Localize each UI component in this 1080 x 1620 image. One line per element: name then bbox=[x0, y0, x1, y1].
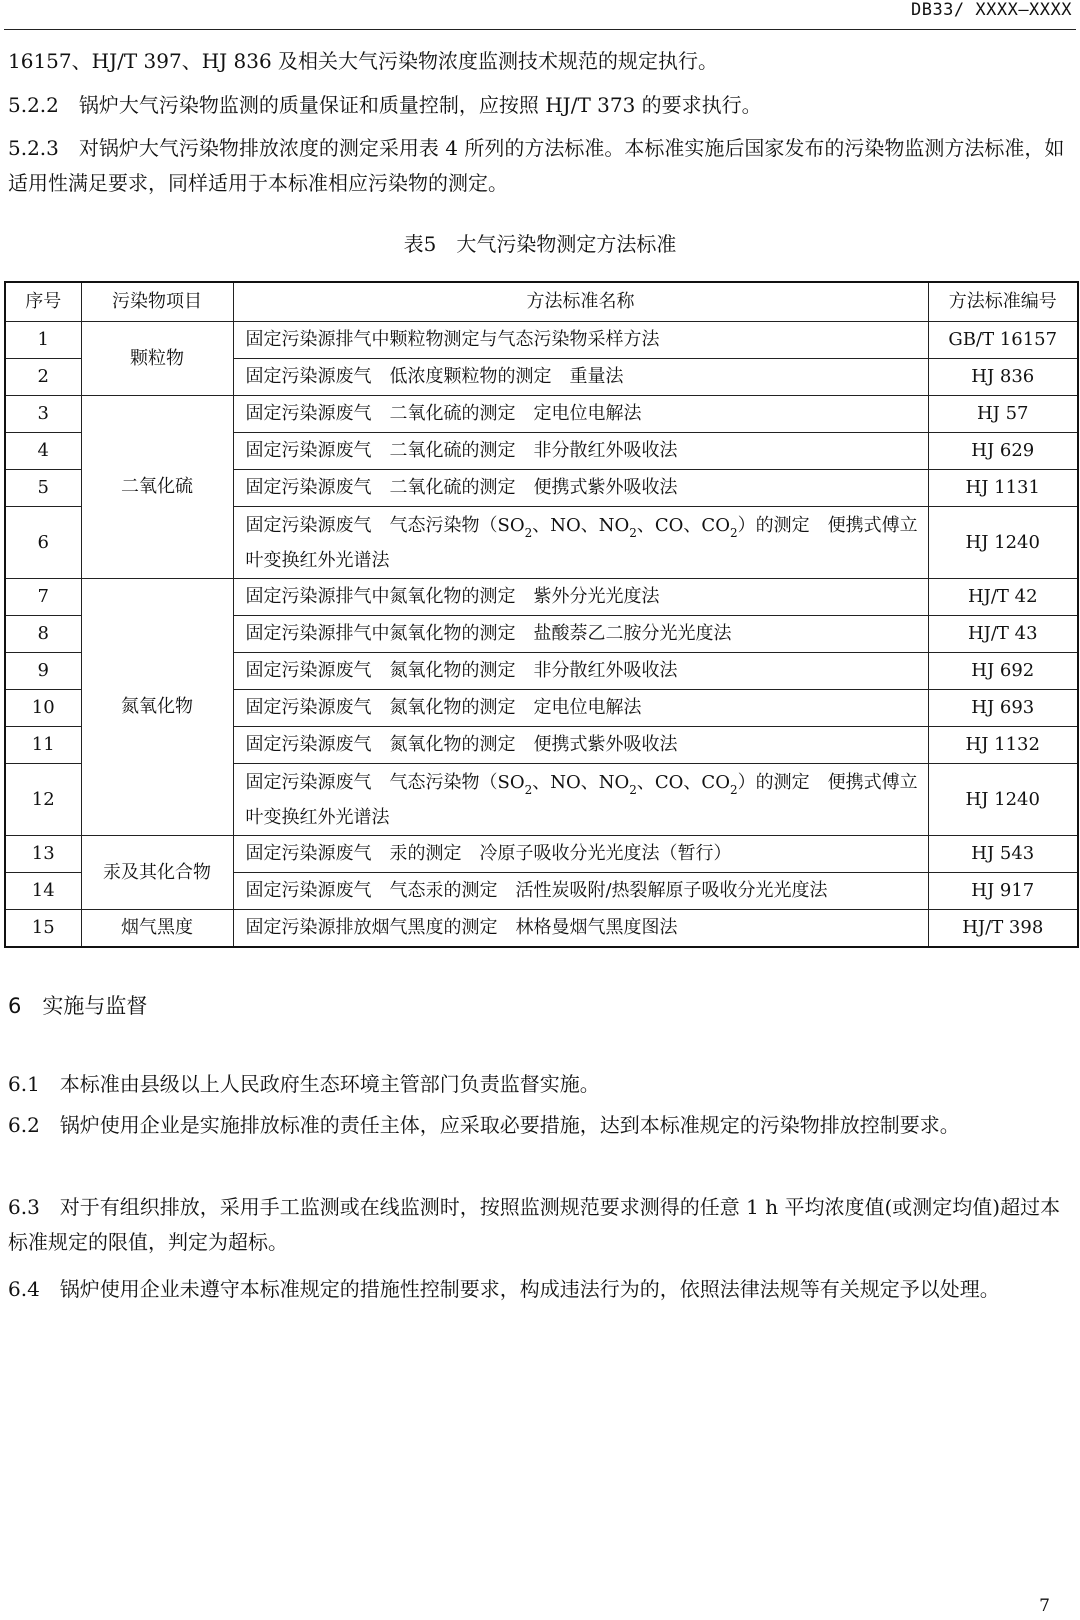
row-seq: 7 bbox=[5, 579, 81, 616]
page-number: 7 bbox=[1039, 1596, 1050, 1616]
table-row bbox=[5, 322, 1078, 359]
section-number: 6 bbox=[8, 994, 22, 1018]
table-row bbox=[5, 579, 1078, 616]
row-method-code: HJ 1132 bbox=[928, 727, 1078, 764]
row-seq: 13 bbox=[5, 836, 81, 873]
header-rule bbox=[4, 29, 1076, 30]
row-seq: 11 bbox=[5, 727, 81, 764]
row-method-name: 固定污染源排气中氮氧化物的测定 紫外分光光度法 bbox=[233, 579, 928, 616]
row-method-name: 固定污染源排气中氮氧化物的测定 盐酸萘乙二胺分光光度法 bbox=[233, 616, 928, 653]
row-method-name: 固定污染源废气 二氧化硫的测定 定电位电解法 bbox=[233, 396, 928, 433]
row-method-name: 固定污染源废气 低浓度颗粒物的测定 重量法 bbox=[233, 359, 928, 396]
row-method-name: 固定污染源废气 二氧化硫的测定 非分散红外吸收法 bbox=[233, 433, 928, 470]
paragraph-6-4: 6.4 锅炉使用企业未遵守本标准规定的措施性控制要求，构成违法行为的，依照法律法规等有关规定予以处理。 bbox=[8, 1277, 1000, 1301]
table-row bbox=[5, 910, 1078, 947]
row-seq: 2 bbox=[5, 359, 81, 396]
row-method-code: HJ/T 42 bbox=[928, 579, 1078, 616]
row-seq: 1 bbox=[5, 322, 81, 359]
row-seq: 14 bbox=[5, 873, 81, 910]
paragraph-6-2: 6.2 锅炉使用企业是实施排放标准的责任主体，应采取必要措施，达到本标准规定的污染物排放控制要求。 bbox=[8, 1113, 960, 1137]
row-method-code: HJ 692 bbox=[928, 653, 1078, 690]
row-seq: 3 bbox=[5, 396, 81, 433]
table-header-row bbox=[5, 282, 1078, 322]
paragraph-6-1: 6.1 本标准由县级以上人民政府生态环境主管部门负责监督实施。 bbox=[8, 1072, 600, 1096]
row-method-name: 固定污染源排气中颗粒物测定与气态污染物采样方法 bbox=[233, 322, 928, 359]
row-method-name: 固定污染源废气 气态汞的测定 活性炭吸附/热裂解原子吸收分光光度法 bbox=[233, 873, 928, 910]
paragraph-5-2-3: 5.2.3 对锅炉大气污染物排放浓度的测定采用表 4 所列的方法标准。本标准实施后国家发布的污染物监测方法标准，如适用性满足要求，同样适用于本标准相应污染物的测定。 bbox=[8, 136, 1065, 195]
row-method-code: HJ 917 bbox=[928, 873, 1078, 910]
row-method-name: 固定污染源废气 氮氧化物的测定 非分散红外吸收法 bbox=[233, 653, 928, 690]
row-seq: 15 bbox=[5, 910, 81, 947]
pollutant-nox: 氮氧化物 bbox=[81, 579, 233, 836]
row-method-code: HJ 543 bbox=[928, 836, 1078, 873]
row-method-name: 固定污染源排放烟气黑度的测定 林格曼烟气黑度图法 bbox=[233, 910, 928, 947]
document-code: DB33/ XXXX—XXXX bbox=[910, 0, 1072, 20]
row-method-name: 固定污染源废气 二氧化硫的测定 便携式紫外吸收法 bbox=[233, 470, 928, 507]
table-caption-number: 表5 bbox=[403, 232, 437, 256]
row-method-name: 固定污染源废气 汞的测定 冷原子吸收分光光度法（暂行） bbox=[233, 836, 928, 873]
row-method-name: 固定污染源废气 氮氧化物的测定 定电位电解法 bbox=[233, 690, 928, 727]
table-row bbox=[5, 396, 1078, 433]
row-method-code: HJ 1240 bbox=[928, 764, 1078, 836]
section-6-heading bbox=[8, 991, 147, 1021]
row-seq: 9 bbox=[5, 653, 81, 690]
table-row bbox=[5, 836, 1078, 873]
row-seq: 6 bbox=[5, 507, 81, 579]
row-method-code: HJ 836 bbox=[928, 359, 1078, 396]
header-method-name: 方法标准名称 bbox=[233, 282, 928, 322]
header-method-code: 方法标准编号 bbox=[928, 282, 1078, 322]
method-standards-table bbox=[4, 281, 1079, 948]
row-method-name: 固定污染源废气 氮氧化物的测定 便携式紫外吸收法 bbox=[233, 727, 928, 764]
table-caption-title: 大气污染物测定方法标准 bbox=[456, 232, 677, 256]
pollutant-mercury: 汞及其化合物 bbox=[81, 836, 233, 910]
pollutant-particulate: 颗粒物 bbox=[81, 322, 233, 396]
row-seq: 4 bbox=[5, 433, 81, 470]
row-method-name: 固定污染源废气 气态污染物（$SO_2$、NO、$NO_2$、CO、$CO_2$）的测定 便携式傅立叶变换红外光谱法 bbox=[233, 764, 928, 836]
pollutant-smoke: 烟气黑度 bbox=[81, 910, 233, 947]
paragraph-5-2-2: 5.2.2 锅炉大气污染物监测的质量保证和质量控制，应按照 HJ/T 373 的要求执行。 bbox=[8, 93, 762, 117]
table-caption bbox=[0, 229, 1080, 259]
row-method-code: HJ 629 bbox=[928, 433, 1078, 470]
row-method-code: HJ 57 bbox=[928, 396, 1078, 433]
paragraph-5-2-1-cont: 16157、HJ/T 397、HJ 836 及相关大气污染物浓度监测技术规范的规定执行。 bbox=[8, 49, 719, 73]
row-method-code: HJ 1131 bbox=[928, 470, 1078, 507]
header-seq: 序号 bbox=[5, 282, 81, 322]
row-method-code: HJ/T 43 bbox=[928, 616, 1078, 653]
row-method-code: HJ 1240 bbox=[928, 507, 1078, 579]
row-method-code: GB/T 16157 bbox=[928, 322, 1078, 359]
paragraph-6-3: 6.3 对于有组织排放，采用手工监测或在线监测时，按照监测规范要求测得的任意 1 h 平均浓度值(或测定均值)超过本标准规定的限值，判定为超标。 bbox=[8, 1195, 1061, 1254]
row-seq: 5 bbox=[5, 470, 81, 507]
row-seq: 12 bbox=[5, 764, 81, 836]
header-pollutant: 污染物项目 bbox=[81, 282, 233, 322]
row-method-name: 固定污染源废气 气态污染物（$SO_2$、NO、$NO_2$、CO、$CO_2$）的测定 便携式傅立叶变换红外光谱法 bbox=[233, 507, 928, 579]
row-seq: 8 bbox=[5, 616, 81, 653]
section-title: 实施与监督 bbox=[42, 994, 148, 1018]
pollutant-so2: 二氧化硫 bbox=[81, 396, 233, 579]
row-method-code: HJ 693 bbox=[928, 690, 1078, 727]
row-method-code: HJ/T 398 bbox=[928, 910, 1078, 947]
row-seq: 10 bbox=[5, 690, 81, 727]
